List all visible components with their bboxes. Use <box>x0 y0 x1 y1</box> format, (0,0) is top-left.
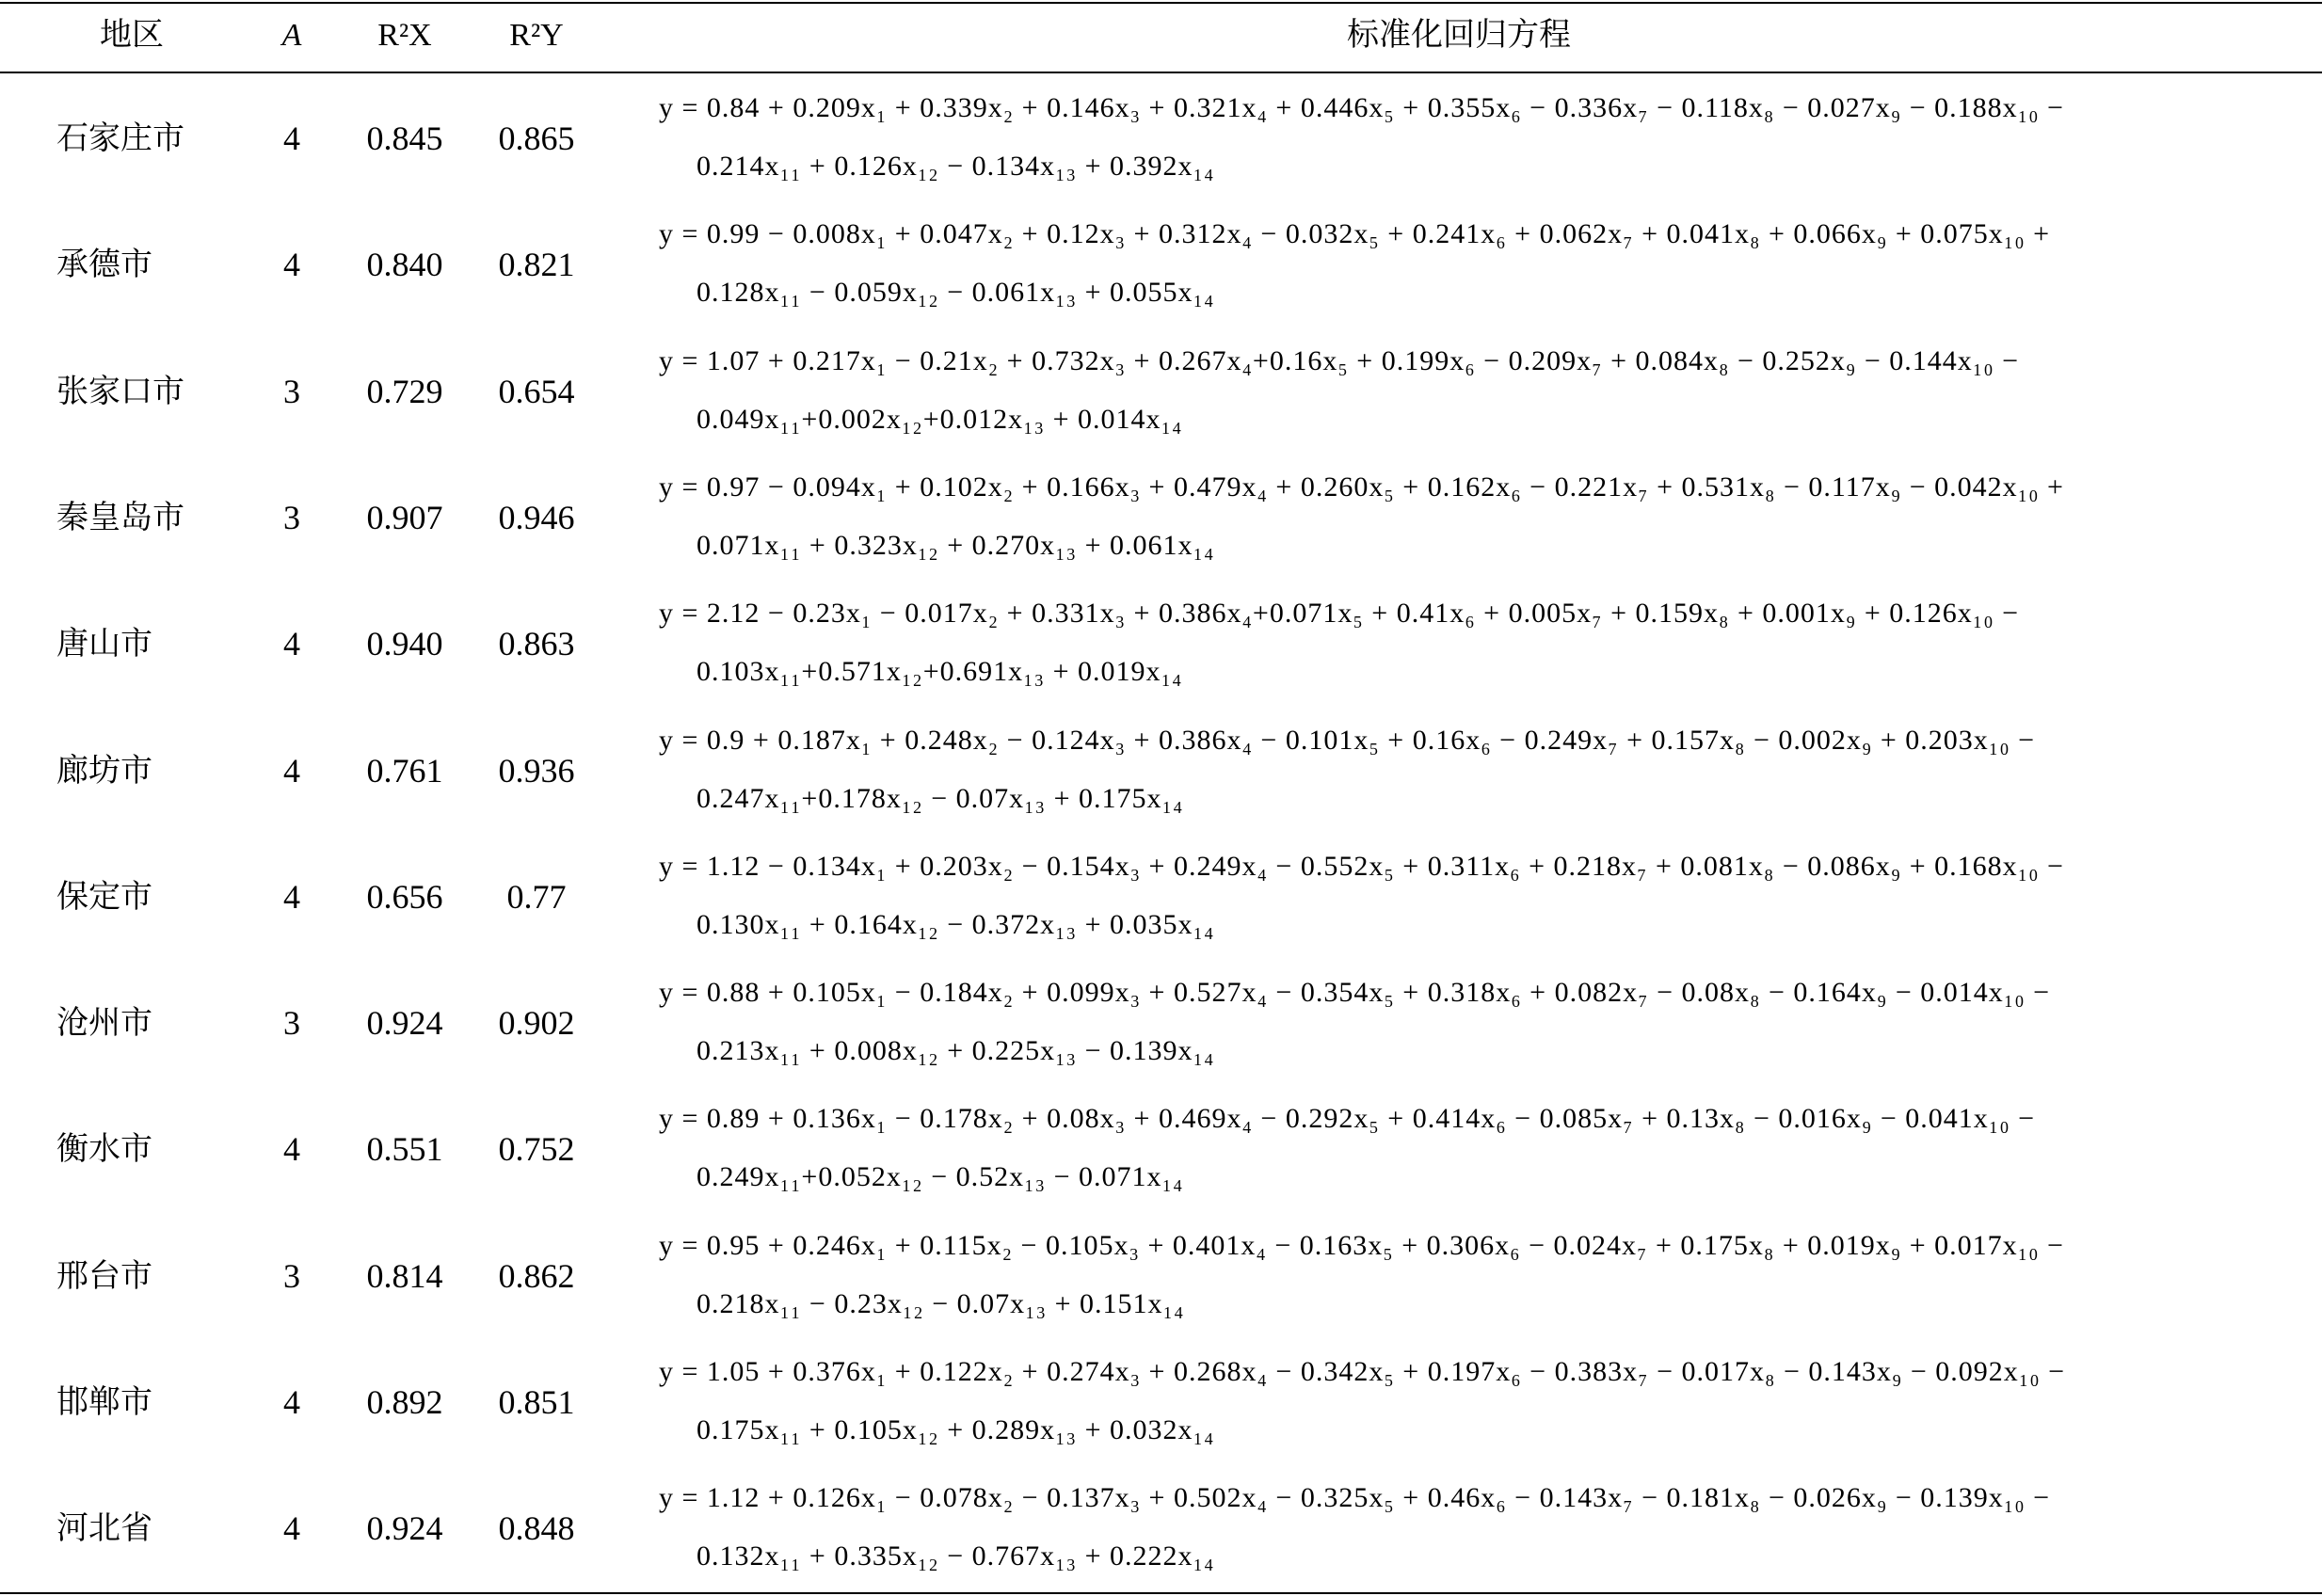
region-cell: 衡水市 <box>56 1130 152 1169</box>
table-row <box>0 1213 2322 1339</box>
rx-cell: 0.814 <box>366 1256 443 1295</box>
equation-line-2: 0.218x₁₁ − 0.23x₁₂ − 0.07x₁₃ + 0.151x₁₄ <box>697 1287 1185 1319</box>
equation-line-2: 0.214x₁₁ + 0.126x₁₂ − 0.134x₁₃ + 0.392x₁₄ <box>697 151 1215 182</box>
header-rx: R²X <box>377 18 432 53</box>
equation-cell <box>659 581 2315 707</box>
header-ry: R²Y <box>509 18 564 53</box>
equation-line-1: y = 0.88 + 0.105x₁ − 0.184x₂ + 0.099x₃ + 0.527x₄ − 0.354x₅ + 0.318x₆ + 0.082x₇ − 0.08x₈ − 0.164x₉ − 0.014x₁₀ − <box>659 977 2051 1009</box>
region-cell: 石家庄市 <box>56 120 184 157</box>
equation-line-2: 0.049x₁₁+0.002x₁₂+0.012x₁₃ + 0.014x₁₄ <box>697 403 1183 435</box>
equation-line-1: y = 0.99 − 0.008x₁ + 0.047x₂ + 0.12x₃ + 0.312x₄ − 0.032x₅ + 0.241x₆ + 0.062x₇ + 0.041x₈ + 0.066x₉ + 0.075x₁₀ + <box>659 218 2051 250</box>
ry-cell: 0.902 <box>498 1004 575 1043</box>
a-cell: 4 <box>283 246 300 284</box>
ry-cell: 0.654 <box>498 372 575 410</box>
region-cell: 邢台市 <box>56 1256 152 1295</box>
a-cell: 4 <box>283 1383 300 1421</box>
equation-cell <box>659 328 2315 455</box>
table-row <box>0 201 2322 327</box>
rx-cell: 0.940 <box>366 625 443 663</box>
equation-cell <box>659 455 2315 581</box>
rx-cell: 0.729 <box>366 372 443 410</box>
table-row <box>0 834 2322 960</box>
header-equation: 标准化回归方程 <box>1347 18 1571 53</box>
rx-cell: 0.924 <box>366 1004 443 1043</box>
equation-line-1: y = 1.12 + 0.126x₁ − 0.078x₂ − 0.137x₃ + 0.502x₄ − 0.325x₅ + 0.46x₆ − 0.143x₇ − 0.181x₈ − 0.026x₉ − 0.139x₁₀ − <box>659 1482 2051 1514</box>
rx-cell: 0.840 <box>366 246 443 284</box>
equation-line-2: 0.175x₁₁ + 0.105x₁₂ + 0.289x₁₃ + 0.032x₁₄ <box>697 1414 1215 1445</box>
ry-cell: 0.848 <box>498 1509 575 1548</box>
rx-cell: 0.551 <box>366 1130 443 1169</box>
equation-line-2: 0.071x₁₁ + 0.323x₁₂ + 0.270x₁₃ + 0.061x₁₄ <box>697 529 1215 561</box>
top-rule <box>0 2 2322 4</box>
region-cell: 张家口市 <box>56 372 184 410</box>
equation-line-1: y = 2.12 − 0.23x₁ − 0.017x₂ + 0.331x₃ + 0.386x₄+0.071x₅ + 0.41x₆ + 0.005x₇ + 0.159x₈ + 0.001x₉ + 0.126x₁₀ − <box>659 598 2020 630</box>
ry-cell: 0.863 <box>498 625 575 663</box>
region-cell: 秦皇岛市 <box>56 498 184 536</box>
equation-line-2: 0.103x₁₁+0.571x₁₂+0.691x₁₃ + 0.019x₁₄ <box>697 656 1183 688</box>
equation-line-2: 0.132x₁₁ + 0.335x₁₂ − 0.767x₁₃ + 0.222x₁₄ <box>697 1540 1215 1572</box>
region-cell: 唐山市 <box>56 625 152 663</box>
ry-cell: 0.851 <box>498 1383 575 1421</box>
equation-line-1: y = 0.97 − 0.094x₁ + 0.102x₂ + 0.166x₃ + 0.479x₄ + 0.260x₅ + 0.162x₆ − 0.221x₇ + 0.531x₈ − 0.117x₉ − 0.042x₁₀ + <box>659 471 2064 503</box>
equation-cell <box>659 960 2315 1086</box>
equation-line-2: 0.213x₁₁ + 0.008x₁₂ + 0.225x₁₃ − 0.139x₁₄ <box>697 1035 1215 1067</box>
table-row <box>0 581 2322 707</box>
ry-cell: 0.946 <box>498 498 575 536</box>
rx-cell: 0.907 <box>366 498 443 536</box>
header-region: 地区 <box>100 18 164 53</box>
equation-cell <box>659 708 2315 834</box>
equation-cell <box>659 1213 2315 1339</box>
equation-line-2: 0.247x₁₁+0.178x₁₂ − 0.07x₁₃ + 0.175x₁₄ <box>697 782 1184 814</box>
equation-cell <box>659 201 2315 327</box>
header-rule <box>0 72 2322 73</box>
equation-cell <box>659 834 2315 960</box>
region-cell: 保定市 <box>56 877 152 916</box>
equation-line-2: 0.128x₁₁ − 0.059x₁₂ − 0.061x₁₃ + 0.055x₁₄ <box>697 277 1215 309</box>
bottom-rule <box>0 1592 2322 1594</box>
equation-line-1: y = 1.05 + 0.376x₁ + 0.122x₂ + 0.274x₃ + 0.268x₄ − 0.342x₅ + 0.197x₆ − 0.383x₇ − 0.017x₈ − 0.143x₉ − 0.092x₁₀ − <box>659 1356 2066 1387</box>
ry-cell: 0.77 <box>506 877 567 916</box>
ry-cell: 0.936 <box>498 751 575 790</box>
equation-cell <box>659 1339 2315 1465</box>
region-cell: 邯郸市 <box>56 1383 152 1421</box>
equation-line-1: y = 0.89 + 0.136x₁ − 0.178x₂ + 0.08x₃ + 0.469x₄ − 0.292x₅ + 0.414x₆ − 0.085x₇ + 0.13x₈ − 0.016x₉ − 0.041x₁₀ − <box>659 1103 2036 1135</box>
ry-cell: 0.752 <box>498 1130 575 1169</box>
equation-line-2: 0.249x₁₁+0.052x₁₂ − 0.52x₁₃ − 0.071x₁₄ <box>697 1161 1184 1193</box>
table-row <box>0 75 2322 201</box>
ry-cell: 0.865 <box>498 120 575 157</box>
region-cell: 沧州市 <box>56 1004 152 1043</box>
ry-cell: 0.821 <box>498 246 575 284</box>
rx-cell: 0.924 <box>366 1509 443 1548</box>
equation-line-1: y = 0.9 + 0.187x₁ + 0.248x₂ − 0.124x₃ + 0.386x₄ − 0.101x₅ + 0.16x₆ − 0.249x₇ + 0.157x₈ − 0.002x₉ + 0.203x₁₀ − <box>659 724 2036 756</box>
a-cell: 4 <box>283 1130 300 1169</box>
equation-cell <box>659 1086 2315 1212</box>
a-cell: 4 <box>283 625 300 663</box>
table-row <box>0 1086 2322 1212</box>
equation-cell <box>659 75 2315 201</box>
rx-cell: 0.892 <box>366 1383 443 1421</box>
equation-cell <box>659 1465 2315 1591</box>
equation-line-1: y = 0.95 + 0.246x₁ + 0.115x₂ − 0.105x₃ + 0.401x₄ − 0.163x₅ + 0.306x₆ − 0.024x₇ + 0.175x₈ + 0.019x₉ + 0.017x₁₀ − <box>659 1229 2064 1261</box>
region-cell: 河北省 <box>56 1509 152 1548</box>
table-row <box>0 328 2322 455</box>
region-cell: 廊坊市 <box>56 751 152 790</box>
a-cell: 4 <box>283 751 300 790</box>
header-a: A <box>281 18 302 53</box>
a-cell: 4 <box>283 120 300 157</box>
a-cell: 4 <box>283 1509 300 1548</box>
equation-line-1: y = 0.84 + 0.209x₁ + 0.339x₂ + 0.146x₃ + 0.321x₄ + 0.446x₅ + 0.355x₆ − 0.336x₇ − 0.118x₈ − 0.027x₉ − 0.188x₁₀ − <box>659 92 2064 123</box>
table-row <box>0 1339 2322 1465</box>
a-cell: 3 <box>283 372 300 410</box>
region-cell: 承德市 <box>56 246 152 284</box>
equation-line-2: 0.130x₁₁ + 0.164x₁₂ − 0.372x₁₃ + 0.035x₁₄ <box>697 908 1215 940</box>
rx-cell: 0.845 <box>366 120 443 157</box>
equation-line-1: y = 1.12 − 0.134x₁ + 0.203x₂ − 0.154x₃ + 0.249x₄ − 0.552x₅ + 0.311x₆ + 0.218x₇ + 0.081x₈ − 0.086x₉ + 0.168x₁₀ − <box>659 850 2064 882</box>
ry-cell: 0.862 <box>498 1256 575 1295</box>
table-row <box>0 1465 2322 1591</box>
a-cell: 3 <box>283 498 300 536</box>
table-row <box>0 708 2322 834</box>
a-cell: 3 <box>283 1256 300 1295</box>
equation-line-1: y = 1.07 + 0.217x₁ − 0.21x₂ + 0.732x₃ + 0.267x₄+0.16x₅ + 0.199x₆ − 0.209x₇ + 0.084x₈ − 0.252x₉ − 0.144x₁₀ − <box>659 344 2020 376</box>
a-cell: 4 <box>283 877 300 916</box>
table-row <box>0 960 2322 1086</box>
table-row <box>0 455 2322 581</box>
rx-cell: 0.656 <box>366 877 443 916</box>
a-cell: 3 <box>283 1004 300 1043</box>
rx-cell: 0.761 <box>366 751 443 790</box>
